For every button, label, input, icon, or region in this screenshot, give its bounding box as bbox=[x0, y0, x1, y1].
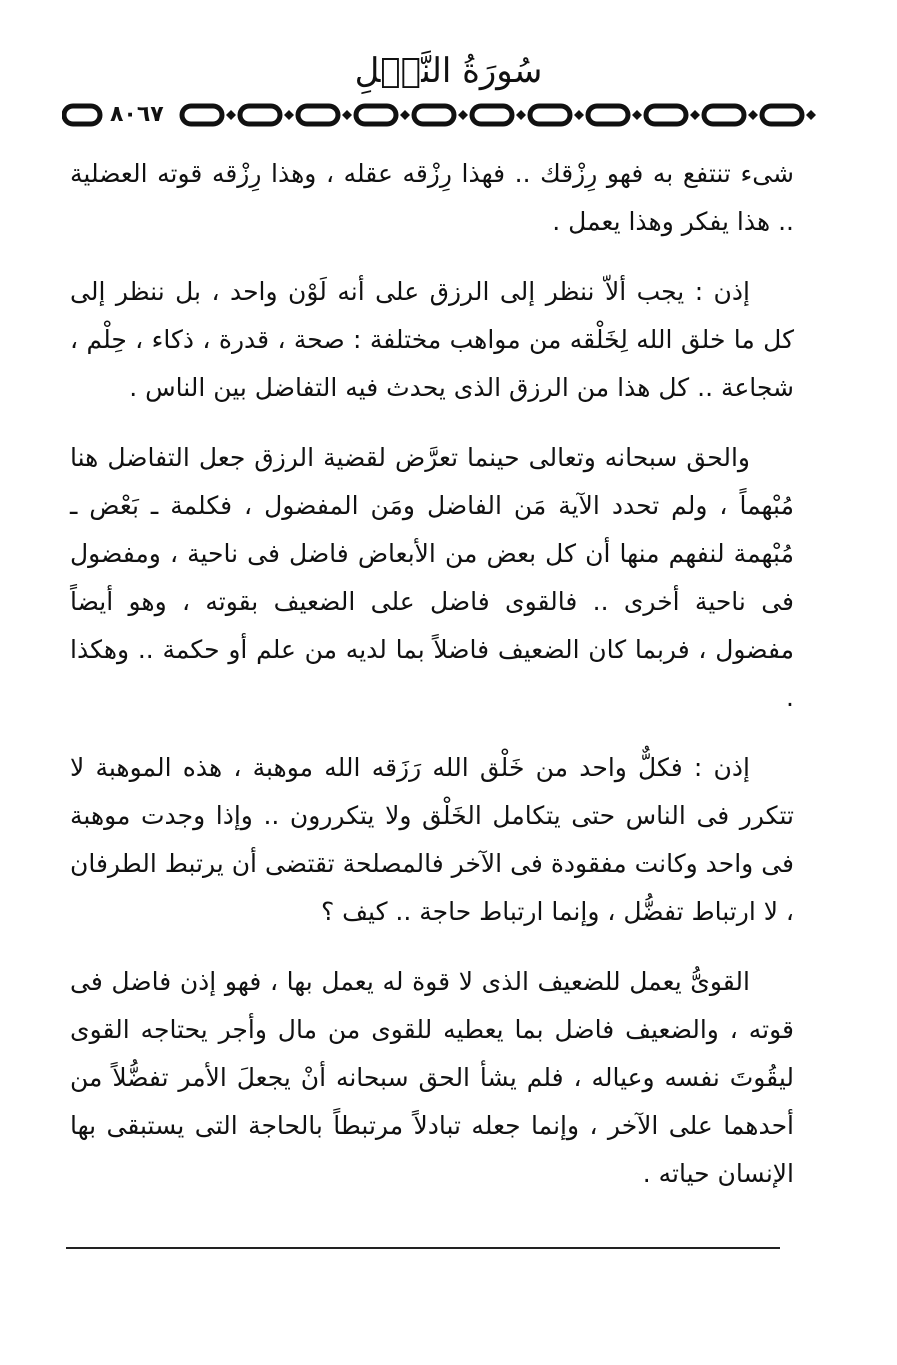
paragraph-1: شىء تنتفع به فهو رِزْقك .. فهذا رِزْقه عقله ، وهذا رِزْقه قوته العضلية .. هذا يفكر وهذا يعمل . bbox=[70, 159, 794, 236]
ornamental-chain-border bbox=[62, 98, 824, 132]
paragraph-3: والحق سبحانه وتعالى حينما تعرَّض لقضية الرزق جعل التفاضل هنا مُبْهماً ، ولم تحدد الآية مَن الفاضل ومَن المفضول ، فكلمة ـ بَعْض ـ مُبْهمة لنفهم منها أن كل بعض من الأبعاض فاضل فى ناحية ، ومفضول فى ناحية أخرى .. فالقوى فاضل على الضعيف بقوته ، وهو أيضاً مفضول ، فربما كان الضعيف فاضلاً بما لديه من علم أو حكمة .. وهكذا . bbox=[70, 443, 794, 712]
chain-link-icon bbox=[400, 110, 410, 120]
chain-link-icon bbox=[806, 110, 816, 120]
chain-link-icon bbox=[226, 110, 236, 120]
surah-title: سُورَةُ النَّحۡلِ bbox=[354, 51, 543, 91]
chain-link-icon bbox=[64, 106, 100, 124]
paragraph-4: إذن : فكلٌّ واحد من خَلْق الله رَزَقه الله موهبة ، هذه الموهبة لا تتكرر فى الناس حتى يتكامل الخَلْق ولا يتكررون .. وإذا وجدت موهبة فى واحد وكانت مفقودة فى الآخر فالمصلحة تقتضى أن يرتبط الطرفان ، لا ارتباط تفضُّل ، وإنما ارتباط حاجة .. كيف ؟ bbox=[70, 753, 794, 926]
chain-link-icon bbox=[646, 106, 686, 124]
paragraph-2: إذن : يجب ألاّ ننظر إلى الرزق على أنه لَوْن واحد ، بل ننظر إلى كل ما خلق الله لِخَلْقه من مواهب مختلفة : صحة ، قدرة ، ذكاء ، حِلْم ، شجاعة .. كل هذا من الرزق الذى يحدث فيه التفاضل بين الناس . bbox=[70, 277, 794, 402]
page-body bbox=[70, 150, 794, 1220]
chain-link-icon bbox=[284, 110, 294, 120]
chain-link-icon bbox=[574, 110, 584, 120]
chain-link-icon bbox=[342, 110, 352, 120]
page-number: ٨٠٦٧ bbox=[106, 98, 168, 132]
chain-link-icon bbox=[240, 106, 280, 124]
chain-link-icon bbox=[748, 110, 758, 120]
chain-link-icon bbox=[588, 106, 628, 124]
chain-link-icon bbox=[690, 110, 700, 120]
chain-link-icon bbox=[356, 106, 396, 124]
chain-link-icon bbox=[458, 110, 468, 120]
paragraph-5: القوىُّ يعمل للضعيف الذى لا قوة له يعمل بها ، فهو إذن فاضل فى قوته ، والضعيف فاضل بما يعطيه للقوى من مال وأجر يحتاجه القوى ليقُوتَ نفسه وعياله ، فلم يشأ الحق سبحانه أنْ يجعلَ الأمر تفضُّلاً من أحدهما على الآخر ، وإنما جعله تبادلاً مرتبطاً بالحاجة التى يستبقى بها الإنسان حياته . bbox=[70, 967, 794, 1188]
chain-link-icon bbox=[414, 106, 454, 124]
chain-link-icon bbox=[298, 106, 338, 124]
chain-link-icon bbox=[704, 106, 744, 124]
chain-link-icon bbox=[632, 110, 642, 120]
chain-link-icon bbox=[762, 106, 802, 124]
chain-link-icon bbox=[516, 110, 526, 120]
chain-link-icon bbox=[472, 106, 512, 124]
chain-link-icon bbox=[182, 106, 222, 124]
bottom-divider bbox=[66, 1247, 780, 1249]
chain-ornament-icon bbox=[62, 98, 824, 132]
chain-link-icon bbox=[530, 106, 570, 124]
